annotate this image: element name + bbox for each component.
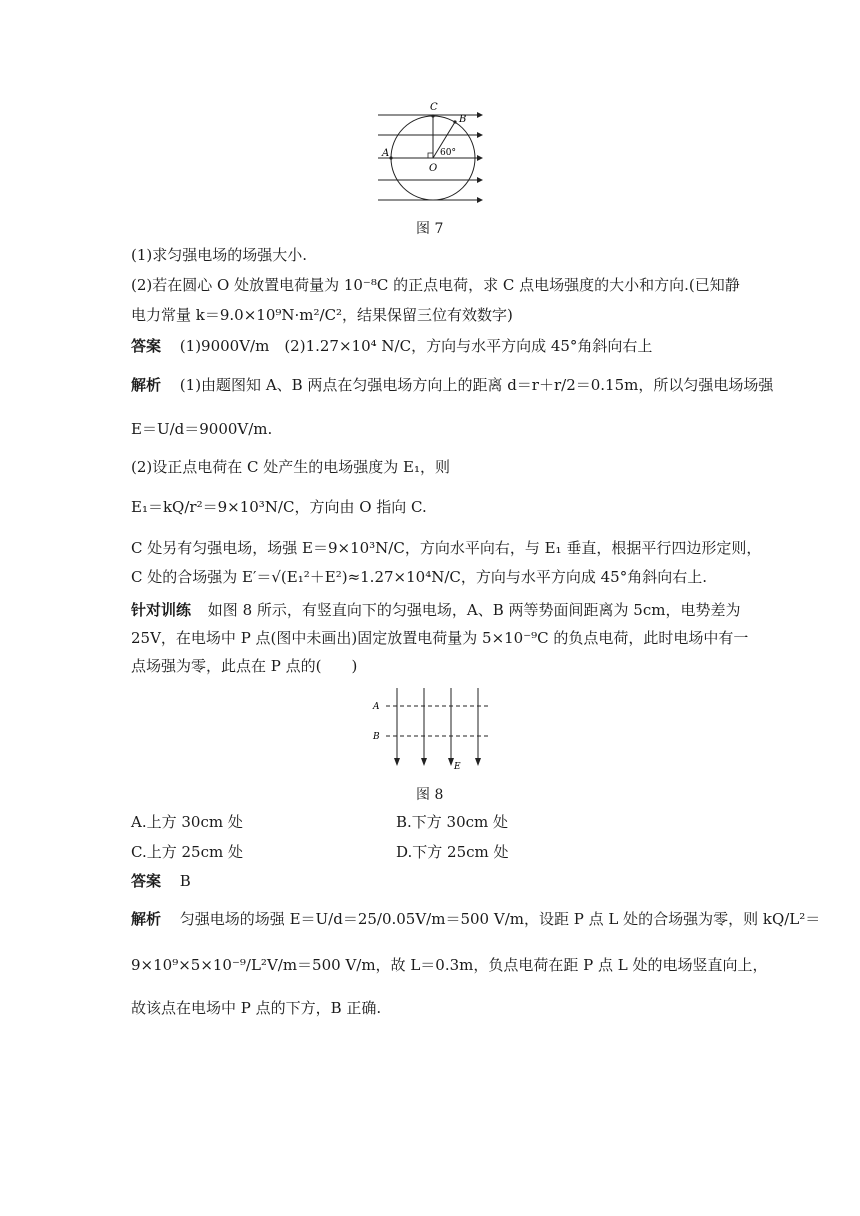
label-a: A — [382, 148, 390, 159]
analysis-2-line-2: 9×10⁹×5×10⁻⁹/L²V/m＝500 V/m，故 L＝0.3m，负点电荷在距 P 点 L 处的电场竖直向上， — [131, 956, 768, 974]
analysis-1-line-1 — [131, 375, 774, 395]
question-1: (1)求匀强电场的场强大小. — [131, 246, 308, 264]
analysis-1-line-2: E＝U/d＝9000V/m. — [131, 420, 273, 438]
analysis-text: (1)由题图知 A、B 两点在匀强电场方向上的距离 d＝r＋r/2＝0.15m，所以匀强电场场强 — [179, 376, 774, 394]
analysis-1-line-4: E₁＝kQ/r²＝9×10³N/C，方向由 O 指向 C. — [131, 498, 427, 516]
label-o: O — [429, 163, 438, 174]
choice-b: B.下方 30cm 处 — [396, 813, 509, 831]
analysis-1-line-3: (2)设正点电荷在 C 处产生的电场强度为 E₁，则 — [131, 458, 450, 476]
figure-8-diagram — [370, 686, 494, 772]
figure-7-caption: 图 7 — [416, 221, 444, 237]
analysis-2-line-1 — [131, 909, 821, 929]
label-b: B — [373, 732, 380, 742]
point-b — [453, 120, 456, 123]
answer-2 — [131, 871, 731, 891]
point-a — [389, 156, 392, 159]
analysis-label: 解析 — [131, 376, 162, 394]
figure-7-diagram — [370, 100, 490, 208]
question-2-line-1: (2)若在圆心 O 处放置电荷量为 10⁻⁸C 的正点电荷，求 C 点电场强度的大小和方向.(已知静 — [131, 276, 740, 294]
training-line-1 — [131, 600, 741, 620]
training-label: 针对训练 — [131, 601, 192, 619]
analysis-1-line-6: C 处的合场强为 E′＝√(E₁²＋E²)≈1.27×10⁴N/C，方向与水平方向成 45°角斜向右上. — [131, 568, 707, 586]
label-a: A — [373, 702, 380, 712]
point-c — [431, 114, 434, 117]
training-line-2: 25V，在电场中 P 点(图中未画出)固定放置电荷量为 5×10⁻⁹C 的负点电荷，此时电场中有一 — [131, 629, 749, 647]
training-text: 如图 8 所示，有竖直向下的匀强电场，A、B 两等势面间距离为 5cm，电势差为 — [207, 601, 741, 619]
analysis-label: 解析 — [131, 910, 162, 928]
choice-c: C.上方 25cm 处 — [131, 843, 243, 861]
training-line-3: 点场强为零，此点在 P 点的( ) — [131, 657, 358, 675]
figure-8-caption: 图 8 — [416, 787, 444, 803]
analysis-1-line-5: C 处另有匀强电场，场强 E＝9×10³N/C，方向水平向右，与 E₁ 垂直，根据平行四边形定则， — [131, 539, 762, 557]
choice-d: D.下方 25cm 处 — [396, 843, 509, 861]
analysis-text: 匀强电场的场强 E＝U/d＝25/0.05V/m＝500 V/m，设距 P 点 L 处的合场强为零，则 kQ/L²＝ — [179, 910, 821, 928]
right-angle-mark — [428, 153, 433, 158]
choice-a: A.上方 30cm 处 — [131, 813, 243, 831]
answer-label: 答案 — [131, 337, 162, 355]
label-angle: 60° — [440, 148, 456, 158]
answer-text: (1)9000V/m (2)1.27×10⁴ N/C，方向与水平方向成 45°角斜向右上 — [179, 337, 653, 355]
label-c: C — [430, 102, 438, 113]
answer-label: 答案 — [131, 872, 162, 890]
answer-text: B — [179, 872, 191, 890]
analysis-2-line-3: 故该点在电场中 P 点的下方，B 正确. — [131, 999, 382, 1017]
label-b: B — [459, 114, 467, 125]
answer-1 — [131, 336, 731, 356]
label-e: E — [454, 762, 461, 772]
question-2-line-2: 电力常量 k＝9.0×10⁹N·m²/C²，结果保留三位有效数字) — [131, 306, 513, 324]
